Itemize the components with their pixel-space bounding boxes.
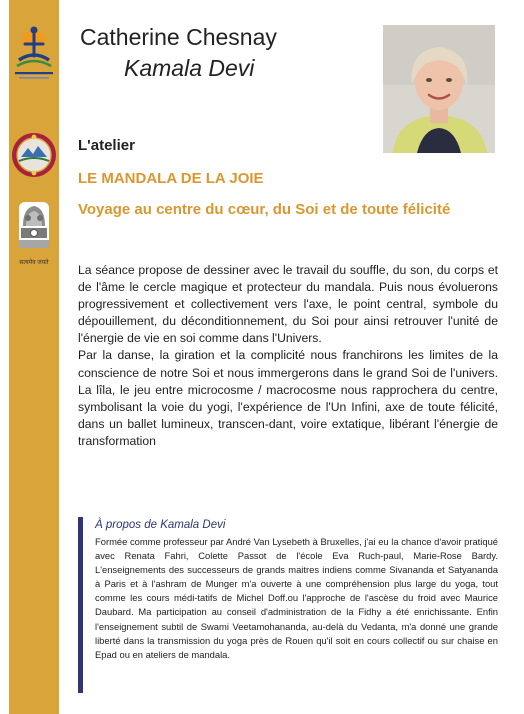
yoga-day-logo [11, 22, 57, 84]
workshop-title: LE MANDALA DE LA JOIE [78, 170, 264, 187]
workshop-subtitle: Voyage au centre du cœur, du Soi et de toute félicité [78, 201, 451, 218]
speaker-name: Catherine Chesnay [80, 24, 277, 50]
speaker-alias: Kamala Devi [124, 55, 255, 81]
description-paragraph: La séance propose de dessiner avec le travail du souffle, du son, du corps et de l'âme le cercle magique et protecteur du mandala. Puis nous évoluerons progressivement et collectivement vers l'axe, le point central, symbole du dépouillement, du déconditionnement, du Soi pour ainsi retrouver l'unité de l'énergie de vie en soi comme dans l'Univers. [78, 263, 498, 346]
side-band [0, 0, 66, 714]
state-emblem [11, 196, 57, 274]
workshop-description [78, 262, 498, 450]
bio-text: Formée comme professeur par André Van Lysebeth à Bruxelles, j'ai eu la chance d'avoir pratiqué avec Renata Fahri, Colette Passot de l'école Eva Ruch-paul, Marie-Rose Bardy. L'enseignements des successeurs de grands maitres indiens comme Sivananda et Satyananda à Paris et à l'ashram de Munger m'a ouverte à une compréhension plus large du yoga, tout comme les cours médi-tatifs de Michel Doff.ou l'approche de l'ascèse du froid avec Maurice Daubard. Ma participation au conseil d'administration de la Fidhy a été enrichissante. Enfin l'enseignement subtil de Swami Veetamohananda, au-delà du Vedanta, m'a donné une grande liberté dans la transmission du yoga près de Rouen qu'il soit en cours collectif ou sur chaise en Epad ou en ateliers de mandala. [95, 536, 498, 660]
bio-accent-rule [78, 517, 83, 693]
description-paragraph: Par la danse, la giration et la complicité nous franchirons les limites de la conscience de notre Soi et nous immergerons dans le grand Soi de l'univers. La lîla, le jeu entre microcosme / macrocosme nous rapprochera du centre, symbolisant la voie du yogi, l'expérience de l'Un Infini, axe de toute félicité, dans un ballet lumineux, transcen-dant, voire extatique, libérant l'énergie de transformation [78, 348, 498, 448]
bio-heading: À propos de Kamala Devi [95, 519, 226, 531]
section-label: L'atelier [78, 137, 135, 154]
speaker-photo [383, 25, 495, 153]
circular-emblem [11, 124, 57, 186]
bio-box [78, 517, 498, 693]
gold-stripe [9, 0, 59, 714]
state-emblem-caption: सत्यमेव जयते [19, 260, 49, 266]
